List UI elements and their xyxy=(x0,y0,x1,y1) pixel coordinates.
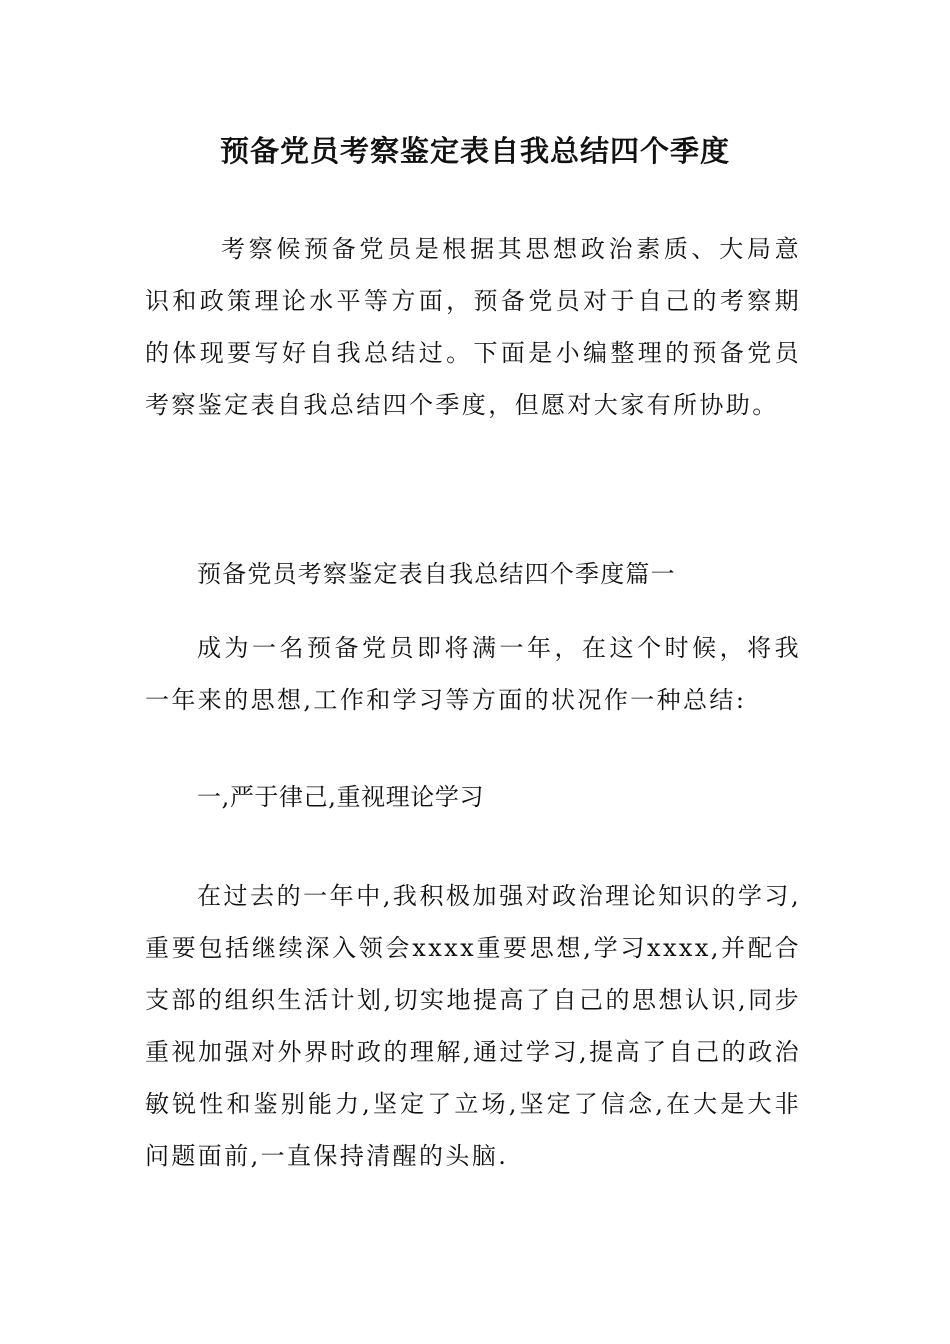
body-paragraph: 成为一名预备党员即将满一年，在这个时候，将我一年来的思想,工作和学习等方面的状况作一种总结: xyxy=(145,634,801,714)
intro-paragraph: 考察候预备党员是根据其思想政治素质、大局意识和政策理论水平等方面，预备党员对于自己的考察期的体现要写好自我总结过。下面是小编整理的预备党员考察鉴定表自我总结四个季度，但愿对大家有所协助。 xyxy=(145,235,801,419)
body-paragraph: 在过去的一年中,我积极加强对政治理论知识的学习,重要包括继续深入领会xxxx重要思想,学习xxxx,并配合支部的组织生活计划,切实地提高了自己的思想认识,同步重视加强对外界时政的理解,通过学习,提高了自己的政治敏锐性和鉴别能力,坚定了立场,坚定了信念,在大是大非问题面前,一直保持清醒的头脑. xyxy=(145,882,801,1170)
subsection-heading: 一,严于律己,重视理论学习 xyxy=(197,783,485,811)
document-title: 预备党员考察鉴定表自我总结四个季度 xyxy=(219,134,730,168)
section-heading: 预备党员考察鉴定表自我总结四个季度篇一 xyxy=(197,560,676,588)
